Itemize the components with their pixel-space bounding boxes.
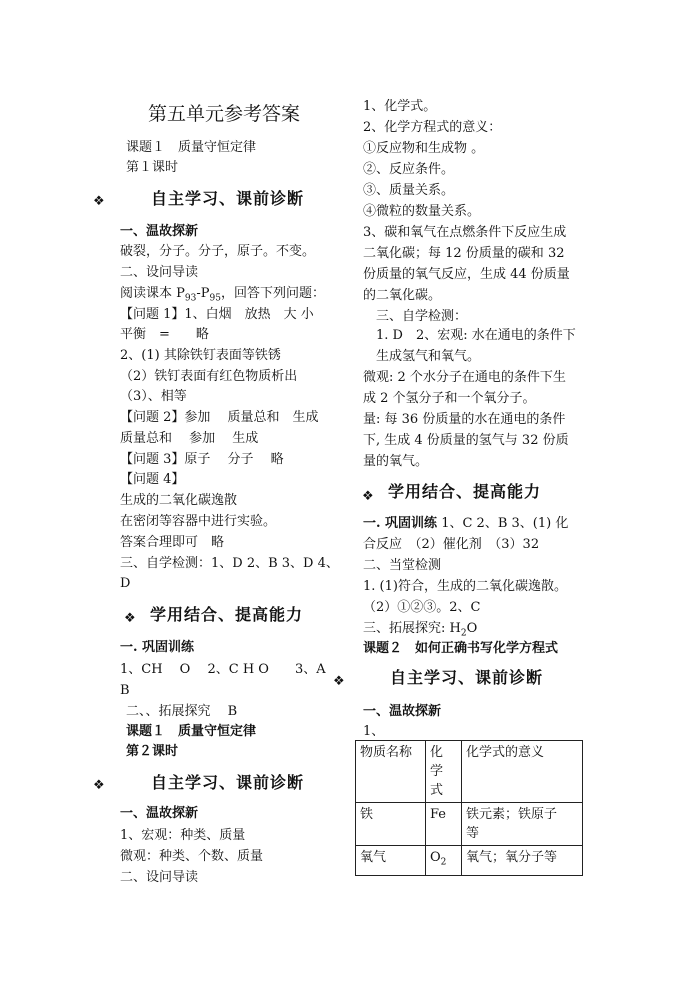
heading-review-3: 一、温故探新 bbox=[363, 704, 442, 719]
answer-line: 三、拓展探究: $H_2O$ bbox=[363, 621, 478, 639]
question-4-b: 在密闭等容器中进行实验。 bbox=[120, 514, 277, 529]
table-header-char: 化 bbox=[430, 745, 444, 760]
question-2-a: 【问题 2】参加 质量总和 生成 bbox=[120, 410, 319, 425]
table-cell: 铁 bbox=[356, 803, 426, 846]
table-header-char: 学 bbox=[430, 764, 444, 779]
section-self-study-3: 自主学习、课前诊断 bbox=[390, 668, 544, 687]
question-1-a: 【问题 1】1、白烟 放热 大 小 bbox=[120, 307, 314, 322]
answer-line: ②、反应条件。 bbox=[363, 162, 455, 177]
macro-text: 1、宏观：种类、质量 bbox=[120, 828, 246, 843]
question-4: 【问题 4】 bbox=[120, 472, 185, 487]
section-self-study-2: 自主学习、课前诊断 bbox=[151, 773, 305, 792]
question-1-c: 2、(1) 其除铁钉表面等铁锈 bbox=[120, 348, 281, 363]
table-row bbox=[356, 803, 583, 846]
formula-table bbox=[355, 740, 583, 876]
page-title: 第五单元参考答案 bbox=[148, 103, 301, 125]
lesson-2-heading: 课题２ 如何正确书写化学方程式 bbox=[363, 641, 559, 656]
answer-line: 2、化学方程式的意义： bbox=[363, 120, 502, 135]
answer-line: 合反应 （2）催化剂 （3）32 bbox=[363, 537, 540, 552]
answer-line: ③、质量关系。 bbox=[363, 183, 455, 198]
self-test-1: 三、自学检测：1、D 2、B 3、D 4、 bbox=[120, 556, 339, 571]
question-4-a: 生成的二氧化碳逸散 bbox=[120, 493, 238, 508]
guide-text: 阅读课本 $P_{93}-P_{95}$，回答下列问题： bbox=[120, 286, 325, 304]
answer-line: 1、化学式。 bbox=[363, 99, 437, 114]
heading-review-2: 一、温故探新 bbox=[120, 806, 199, 821]
heading-review: 一、温故探新 bbox=[120, 224, 199, 239]
table-header-char: 式 bbox=[430, 783, 444, 798]
answer-line: 1. D 2、宏观: 水在通电的条件下 bbox=[363, 328, 576, 343]
table-header-cell: 化学式的意义 bbox=[462, 741, 583, 803]
section-apply-2: 学用结合、提高能力 bbox=[388, 482, 542, 501]
table-cell bbox=[462, 803, 583, 846]
lesson-1-heading: 课题１ 质量守恒定律 bbox=[126, 140, 257, 155]
diamond-bullet-icon: ❖ bbox=[124, 611, 136, 626]
section-self-study-1: 自主学习、课前诊断 bbox=[151, 189, 305, 208]
table-cell-line: 铁元素；铁原子 bbox=[466, 807, 558, 822]
question-2-b: 质量总和 参加 生成 bbox=[120, 431, 259, 446]
section-apply-1: 学用结合、提高能力 bbox=[150, 605, 304, 624]
consolidate-2: B bbox=[120, 683, 130, 698]
micro-text: 微观：种类、个数、质量 bbox=[120, 849, 264, 864]
review-text: 破裂，分子。分子，原子。不变。 bbox=[120, 244, 316, 259]
period-2: 第２课时 bbox=[126, 744, 179, 759]
heading-guide: 二、设问导读 bbox=[120, 265, 199, 280]
table-header-cell bbox=[426, 741, 462, 803]
heading-guide-2: 二、设问导读 bbox=[120, 870, 199, 885]
diamond-bullet-icon: ❖ bbox=[93, 778, 105, 793]
answer-line: 一. 巩固训练 1、C 2、B 3、(1) 化 bbox=[363, 516, 569, 531]
table-cell: $O_2$ bbox=[426, 846, 462, 876]
answer-line: 量: 每 36 份质量的水在通电的条件 bbox=[363, 412, 566, 427]
consolidate-1: 1、CH O 2、C H O 3、A bbox=[120, 662, 326, 677]
answer-line: 生成氢气和氧气。 bbox=[363, 349, 481, 364]
table-cell: 氧气；氧分子等 bbox=[462, 846, 583, 876]
self-test-2: D bbox=[120, 576, 131, 591]
answer-line: 下, 生成 4 份质量的氢气与 32 份质 bbox=[363, 433, 569, 448]
lesson-1-heading-repeat: 课题１ 质量守恒定律 bbox=[126, 724, 257, 739]
answer-line: 三、自学检测： bbox=[363, 309, 468, 324]
answer-line: 1. (1)符合，生成的二氧化碳逸散。 bbox=[363, 579, 567, 594]
table-cell: Fe bbox=[426, 803, 462, 846]
question-3: 【问题 3】原子 分子 略 bbox=[120, 452, 284, 467]
answer-line: 份质量的氧气反应，生成 44 份质量 bbox=[363, 267, 570, 282]
diamond-bullet-icon: ❖ bbox=[333, 674, 345, 689]
answer-line: ④微粒的数量关系。 bbox=[363, 204, 481, 219]
answer-line: 成 2 个氢分子和一个氧分子。 bbox=[363, 391, 536, 406]
question-1-e: （3）、相等 bbox=[120, 389, 187, 404]
table-cell: 氧气 bbox=[356, 846, 426, 876]
diamond-bullet-icon: ❖ bbox=[362, 489, 374, 504]
question-1-d: （2）铁钉表面有红色物质析出 bbox=[120, 369, 298, 384]
extend-explore: 二、、拓展探究 B bbox=[126, 704, 238, 719]
table-header-cell: 物质名称 bbox=[356, 741, 426, 803]
table-cell-line: 等 bbox=[466, 826, 480, 841]
answer-line: 量的氧气。 bbox=[363, 454, 429, 469]
answer-line: 二、当堂检测 bbox=[363, 558, 442, 573]
heading-consolidate: 一. 巩固训练 bbox=[120, 640, 195, 655]
question-1-b: 平衡 = 略 bbox=[120, 327, 209, 342]
answer-line: （2）①②③。2、C bbox=[363, 600, 481, 615]
period-1: 第１课时 bbox=[126, 160, 179, 175]
diamond-bullet-icon: ❖ bbox=[93, 194, 105, 209]
table-row bbox=[356, 741, 583, 803]
answer-line: 二氧化碳；每 12 份质量的碳和 32 bbox=[363, 246, 565, 261]
answer-line: ①反应物和生成物 。 bbox=[363, 141, 485, 156]
answer-line: 微观: 2 个水分子在通电的条件下生 bbox=[363, 370, 566, 385]
answer-line: 3、碳和氧气在点燃条件下反应生成 bbox=[363, 225, 567, 240]
table-row bbox=[356, 846, 583, 876]
answer-line: 的二氧化碳。 bbox=[363, 288, 442, 303]
question-4-c: 答案合理即可 略 bbox=[120, 535, 225, 550]
answer-line: 1、 bbox=[363, 724, 385, 739]
